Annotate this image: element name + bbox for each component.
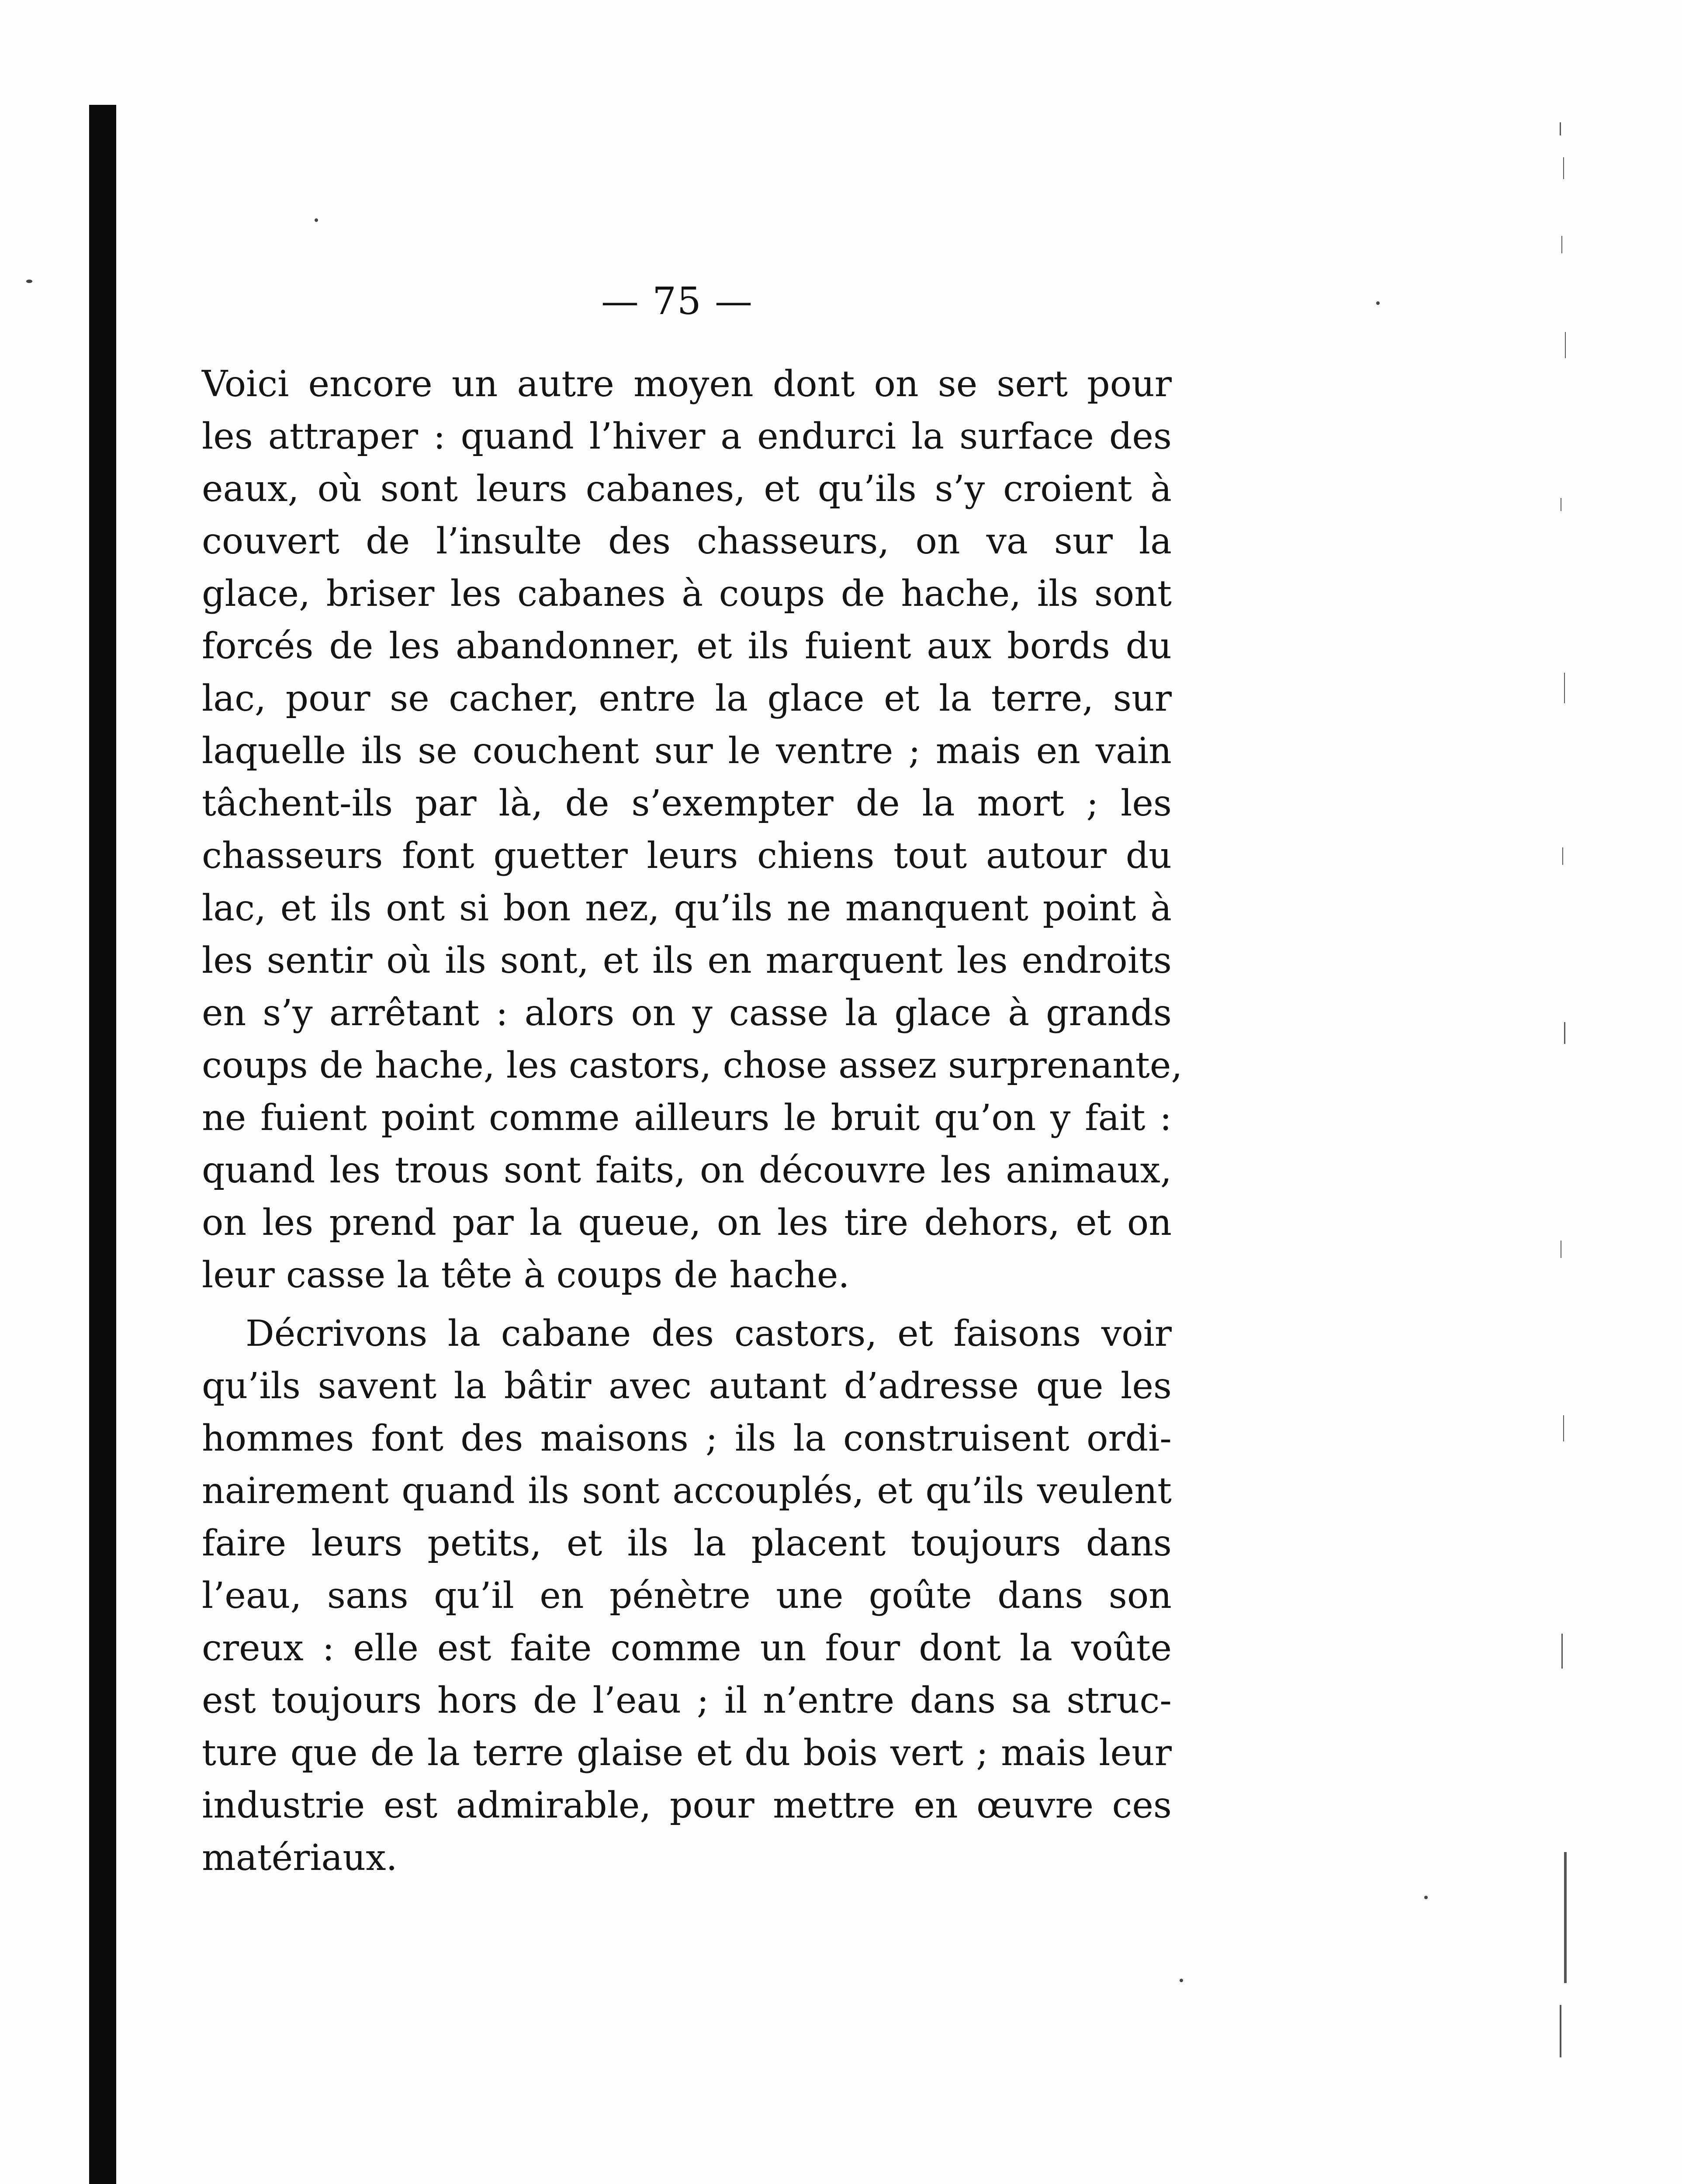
ink-speck — [26, 280, 32, 283]
text-line: matériaux. — [202, 1837, 398, 1879]
binding-shadow — [89, 105, 116, 2184]
text-line: lac, et ils ont si bon nez, qu’ils ne manquent point à — [202, 888, 1172, 929]
ink-speck — [315, 218, 318, 222]
text-line: Décrivons la cabane des castors, et faisons voir — [246, 1313, 1172, 1355]
text-line: eaux, où sont leurs cabanes, et qu’ils s’y croient à — [202, 468, 1172, 510]
text-line: couvert de l’insulte des chasseurs, on va sur la — [202, 521, 1172, 562]
text-line: coups de hache, les castors, chose assez surprenante, — [202, 1045, 1183, 1086]
text-line: nairement quand ils sont accouplés, et qu’ils veulent — [202, 1470, 1172, 1512]
page-number: — 75 — — [601, 280, 754, 323]
text-line: ture que de la terre glaise et du bois vert ; mais leur — [202, 1732, 1172, 1774]
body-text — [202, 358, 1183, 1884]
text-line: chasseurs font guetter leurs chiens tout autour du — [202, 835, 1172, 877]
text-line: quand les trous sont faits, on découvre les animaux, — [202, 1150, 1172, 1191]
text-line: qu’ils savent la bâtir avec autant d’adresse que les — [202, 1365, 1172, 1407]
text-line: forcés de les abandonner, et ils fuient aux bords du — [202, 625, 1172, 667]
text-line: industrie est admirable, pour mettre en œuvre ces — [202, 1785, 1172, 1826]
text-line: Voici encore un autre moyen dont on se sert pour — [202, 363, 1172, 405]
ink-speck — [1180, 1979, 1183, 1982]
text-line: tâchent-ils par là, de s’exempter de la mort ; les — [202, 783, 1172, 824]
text-line: l’eau, sans qu’il en pénètre une goûte dans son — [202, 1575, 1172, 1617]
text-line: hommes font des maisons ; ils la construisent ordi- — [202, 1418, 1172, 1459]
text-line: leur casse la tête à coups de hache. — [202, 1254, 850, 1296]
text-line: lac, pour se cacher, entre la glace et la terre, sur — [202, 678, 1172, 719]
paragraph — [202, 358, 1183, 1302]
text-line: faire leurs petits, et ils la placent toujours dans — [202, 1523, 1172, 1564]
ink-speck — [1424, 1896, 1428, 1899]
text-line: glace, briser les cabanes à coups de hache, ils sont — [202, 573, 1172, 615]
paragraph — [202, 1308, 1172, 1884]
text-line: laquelle ils se couchent sur le ventre ; mais en vain — [202, 730, 1172, 772]
text-line: en s’y arrêtant : alors on y casse la glace à grands — [202, 992, 1172, 1034]
text-line: on les prend par la queue, on les tire dehors, et on — [202, 1202, 1172, 1244]
page-edge-noise — [1555, 105, 1573, 2184]
text-line: les attraper : quand l’hiver a endurci la surface des — [202, 416, 1172, 457]
text-line: creux : elle est faite comme un four dont la voûte — [202, 1628, 1172, 1669]
ink-speck — [1376, 301, 1380, 305]
text-line: est toujours hors de l’eau ; il n’entre dans sa struc- — [202, 1680, 1172, 1721]
text-line: ne fuient point comme ailleurs le bruit qu’on y fait : — [202, 1097, 1172, 1139]
text-line: les sentir où ils sont, et ils en marquent les endroits — [202, 940, 1172, 981]
